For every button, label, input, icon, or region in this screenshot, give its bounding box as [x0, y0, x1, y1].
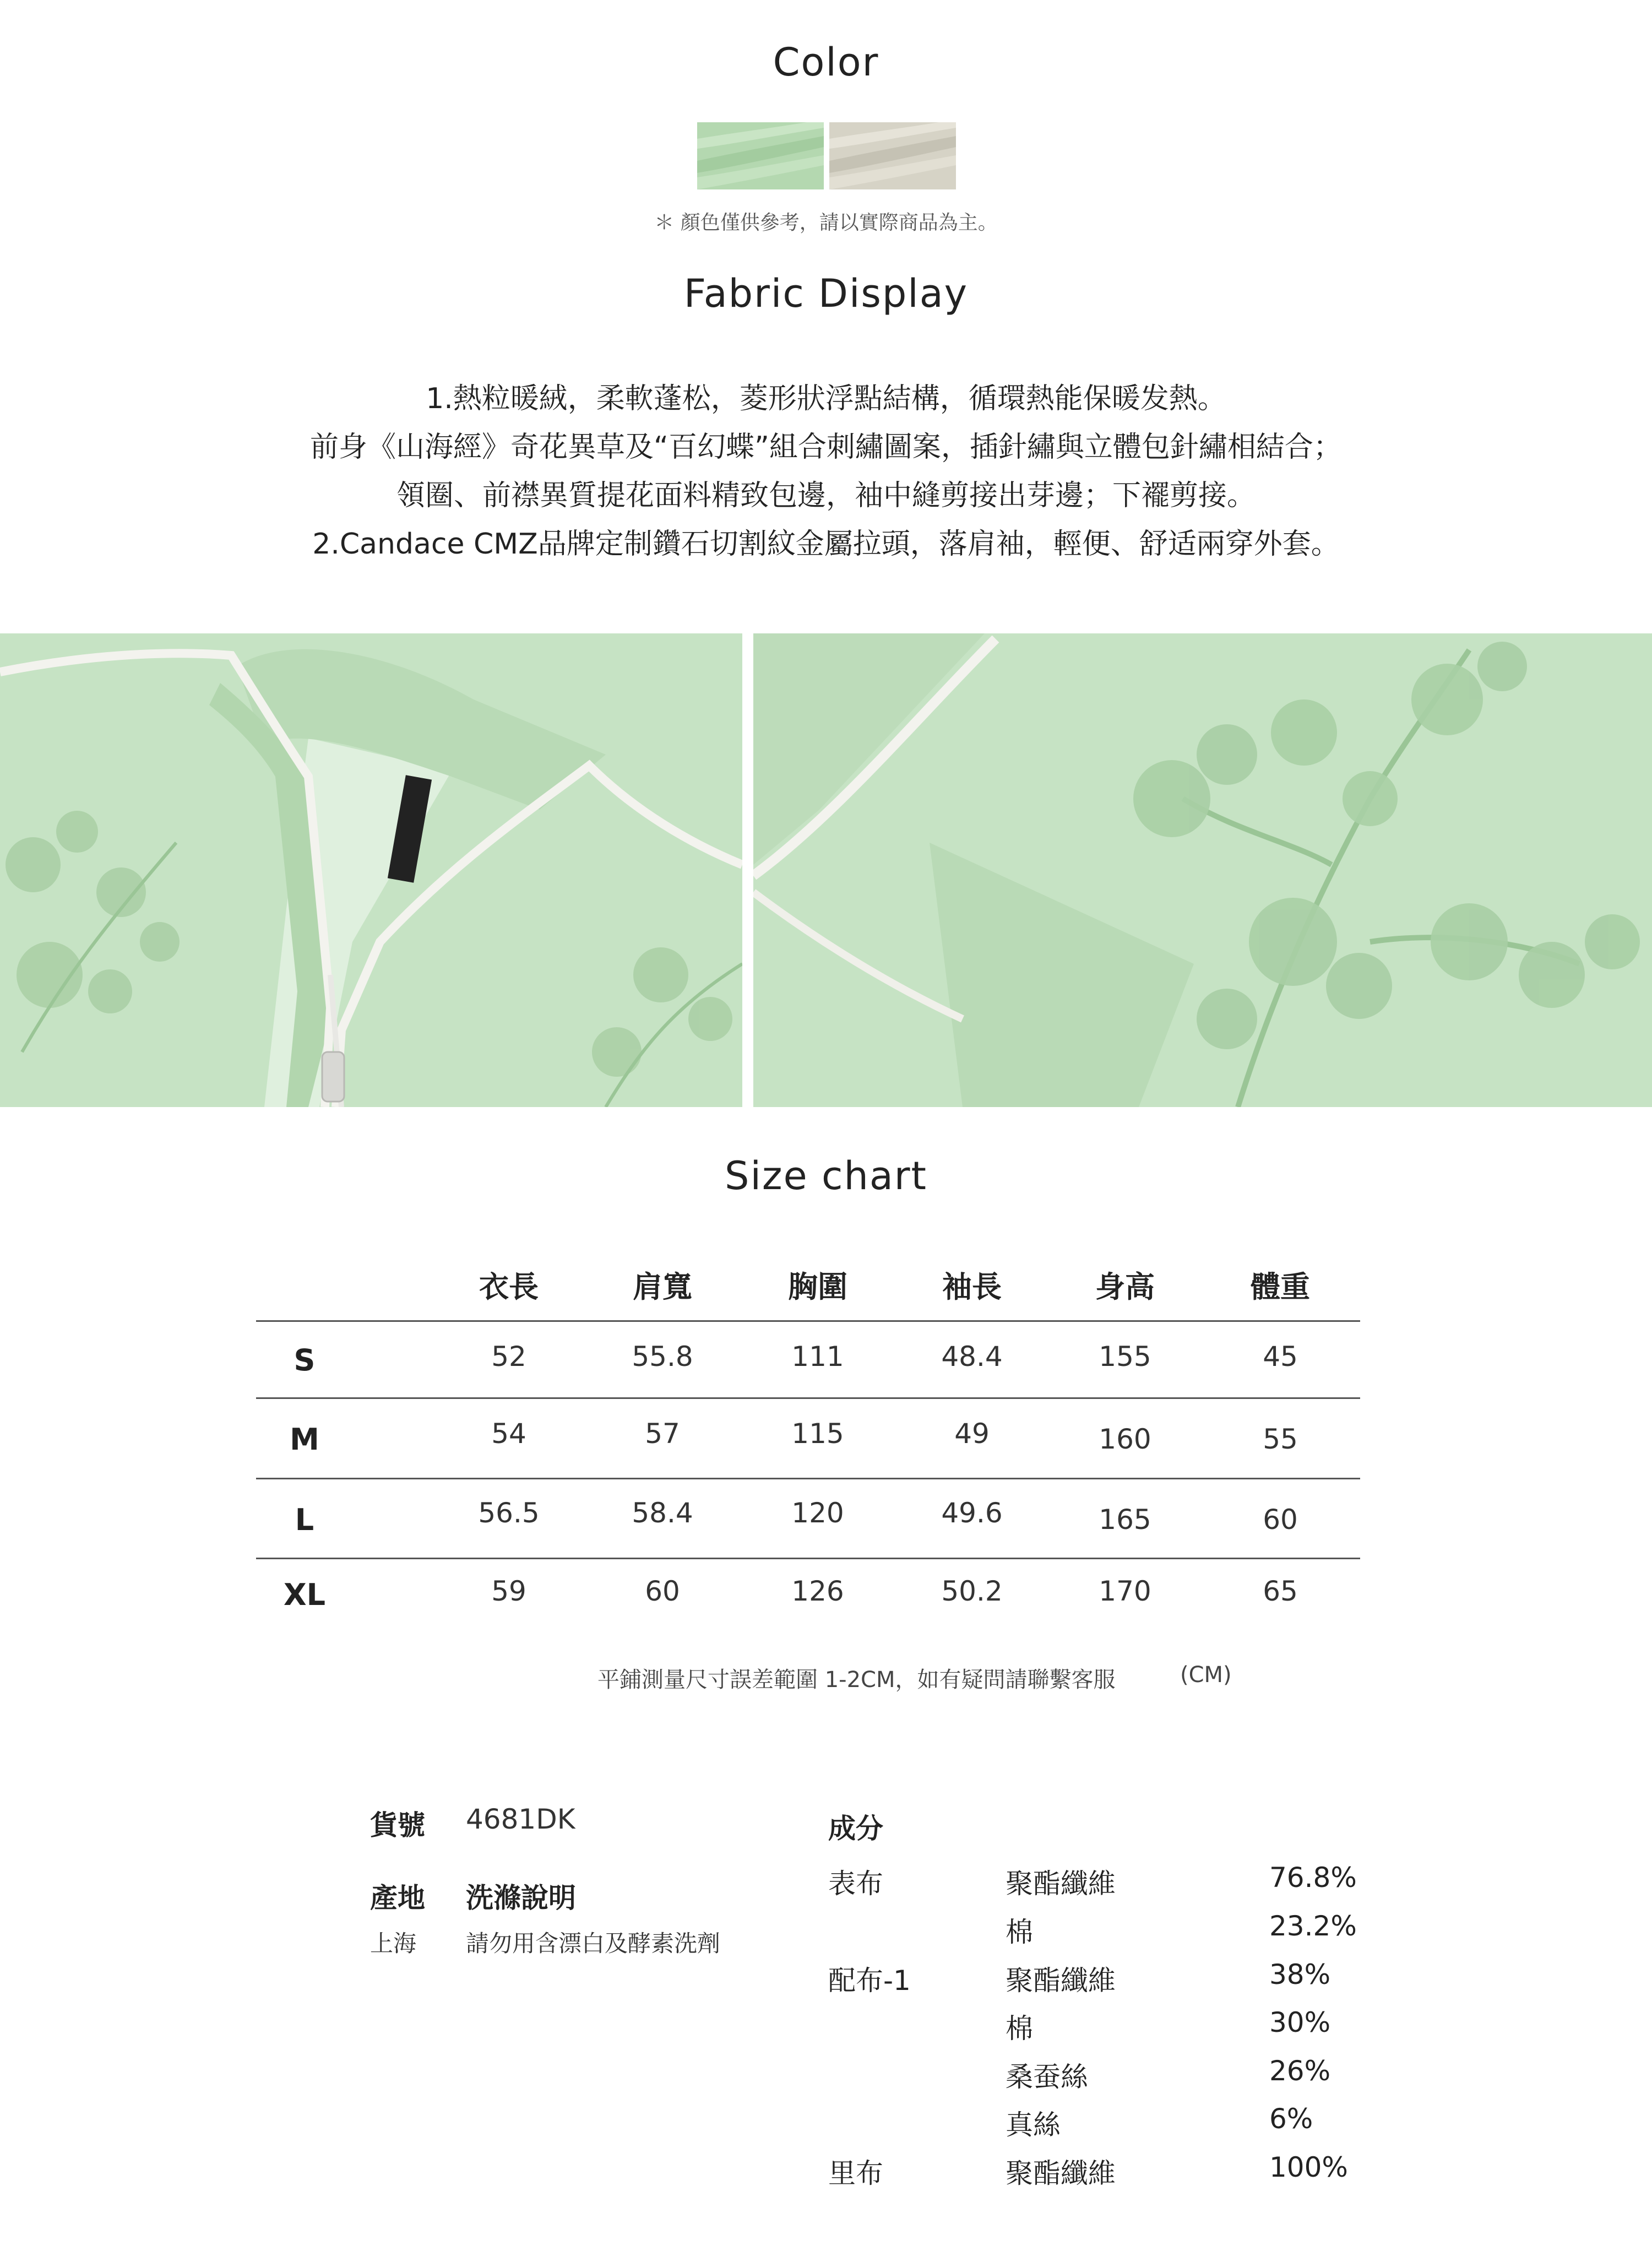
- composition-percent: 26%: [1269, 2055, 1331, 2087]
- table-cell: 57: [645, 1418, 680, 1450]
- composition-material: 棉: [1006, 1916, 1033, 1948]
- composition-material: 聚酯纖維: [1006, 2157, 1116, 2189]
- fabric-photo-collar: [0, 633, 742, 1107]
- wash-instructions: 請勿用含漂白及酵素洗劑: [466, 1930, 721, 1957]
- fabric-line-4: 2.Candace CMZ品牌定制鑽石切割紋金屬拉頭，落肩袖，輕便、舒适兩穿外套。: [312, 528, 1340, 561]
- item-number-label: 貨號: [370, 1809, 425, 1841]
- table-cell: 55: [1263, 1423, 1298, 1455]
- beige-swatch[interactable]: [829, 122, 956, 189]
- color-note: ＊ 顏色僅供參考，請以實際商品為主。: [654, 211, 998, 234]
- fabric-line-1: 1.熱粒暖絨，柔軟蓬松，菱形狀浮點結構，循環熱能保暖发熱。: [426, 382, 1226, 415]
- fabric-line-3: 領圈、前襟異質提花面料精致包邊，袖中縫剪接出芽邊；下襬剪接。: [396, 479, 1256, 512]
- table-cell: 65: [1263, 1575, 1298, 1607]
- header-height: 身高: [1095, 1270, 1155, 1304]
- size-label-l: L: [295, 1503, 314, 1537]
- composition-material: 聚酯纖維: [1006, 1965, 1116, 1997]
- green-swatch[interactable]: [697, 122, 824, 189]
- size-label-xl: XL: [283, 1577, 326, 1612]
- size-note: 平鋪測量尺寸誤差範圍 1-2CM，如有疑問請聯繫客服: [597, 1667, 1116, 1693]
- table-cell: 49.6: [941, 1497, 1003, 1529]
- table-cell: 115: [791, 1418, 844, 1450]
- fabric-photo-embroidery: [753, 633, 1652, 1107]
- fabric-description: [0, 375, 1652, 568]
- composition-material: 棉: [1006, 2013, 1033, 2044]
- composition-material: 桑蚕絲: [1006, 2061, 1088, 2093]
- table-cell: 59: [491, 1575, 526, 1607]
- size-label-m: M: [290, 1422, 319, 1457]
- table-cell: 170: [1099, 1575, 1151, 1607]
- table-cell: 60: [1263, 1504, 1298, 1536]
- table-cell: 111: [791, 1341, 844, 1373]
- composition-part: 表布: [828, 1868, 883, 1900]
- composition-part: 里布: [828, 2157, 883, 2189]
- table-divider: [256, 1478, 1360, 1479]
- header-chest: 胸圍: [788, 1270, 847, 1304]
- table-cell: 50.2: [941, 1575, 1003, 1607]
- table-cell: 165: [1099, 1504, 1151, 1536]
- fabric-title: Fabric Display: [683, 271, 969, 316]
- wash-label: 洗滌說明: [466, 1882, 576, 1914]
- composition-percent: 30%: [1269, 2006, 1331, 2038]
- header-sleeve: 袖長: [942, 1270, 1002, 1304]
- header-shoulder: 肩寬: [633, 1270, 692, 1304]
- table-divider: [256, 1320, 1360, 1322]
- size-label-s: S: [294, 1343, 316, 1377]
- origin-value: 上海: [370, 1930, 417, 1957]
- composition-material: 聚酯纖維: [1006, 1868, 1116, 1900]
- table-cell: 55.8: [632, 1341, 693, 1373]
- table-cell: 126: [791, 1575, 844, 1607]
- size-unit: (CM): [1180, 1662, 1232, 1688]
- composition-title: 成分: [828, 1813, 883, 1845]
- composition-percent: 100%: [1269, 2151, 1348, 2183]
- item-number: 4681DK: [466, 1803, 575, 1835]
- size-chart-title: Size chart: [725, 1153, 927, 1198]
- table-cell: 120: [791, 1497, 844, 1529]
- table-cell: 56.5: [478, 1497, 540, 1529]
- composition-material: 真絲: [1006, 2109, 1061, 2141]
- composition-percent: 38%: [1269, 1959, 1331, 1991]
- color-title: Color: [773, 40, 879, 85]
- fabric-line-2: 前身《山海經》奇花異草及“百幻蝶”組合刺繡圖案，插針繡與立體包針繡相結合；: [310, 431, 1342, 464]
- header-length: 衣長: [479, 1270, 539, 1304]
- table-cell: 160: [1099, 1423, 1151, 1455]
- header-weight: 體重: [1251, 1270, 1310, 1304]
- table-divider: [256, 1558, 1360, 1559]
- table-cell: 60: [645, 1575, 680, 1607]
- table-cell: 49: [954, 1418, 990, 1450]
- table-cell: 45: [1263, 1341, 1298, 1373]
- table-cell: 54: [491, 1418, 526, 1450]
- table-divider: [256, 1397, 1360, 1399]
- table-cell: 58.4: [632, 1497, 693, 1529]
- composition-percent: 6%: [1269, 2103, 1313, 2135]
- composition-percent: 23.2%: [1269, 1910, 1357, 1942]
- composition-percent: 76.8%: [1269, 1862, 1357, 1894]
- table-cell: 48.4: [941, 1341, 1003, 1373]
- origin-label: 產地: [370, 1882, 425, 1914]
- composition-part: 配布-1: [828, 1965, 911, 1997]
- table-cell: 52: [491, 1341, 526, 1373]
- table-cell: 155: [1099, 1341, 1151, 1373]
